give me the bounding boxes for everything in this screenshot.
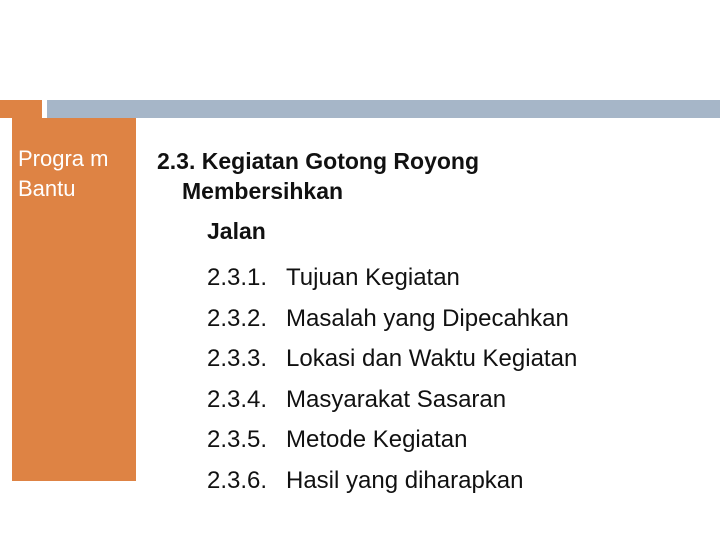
list-item [207, 299, 577, 340]
list-item [207, 461, 577, 502]
item-text: Hasil yang diharapkan [286, 466, 524, 494]
item-text: Masalah yang Dipecahkan [286, 304, 569, 332]
section-heading [155, 144, 479, 248]
list-item [207, 258, 577, 299]
heading-line-1: 2.3. Kegiatan Gotong Royong [157, 148, 480, 174]
item-text: Masyarakat Sasaran [286, 385, 507, 413]
header-accent-blue [47, 100, 720, 118]
list-item [207, 420, 577, 461]
item-text: Metode Kegiatan [286, 426, 468, 453]
subsection-list [207, 258, 577, 501]
item-text: Tujuan Kegiatan [286, 264, 460, 291]
item-number: 2.3.2. [207, 304, 268, 332]
heading-line-2: Membersihkan [182, 178, 344, 204]
list-item [207, 380, 577, 421]
side-panel-label: Progra m Bantu [18, 146, 109, 201]
item-number: 2.3.3. [207, 345, 268, 372]
item-number: 2.3.4. [207, 385, 268, 413]
item-number: 2.3.1. [207, 264, 268, 291]
header-accent-orange [0, 100, 42, 118]
list-item [207, 339, 577, 380]
heading-line-3: Jalan [207, 218, 266, 244]
item-number: 2.3.6. [207, 466, 268, 494]
item-text: Lokasi dan Waktu Kegiatan [286, 345, 578, 372]
item-number: 2.3.5. [207, 426, 268, 453]
